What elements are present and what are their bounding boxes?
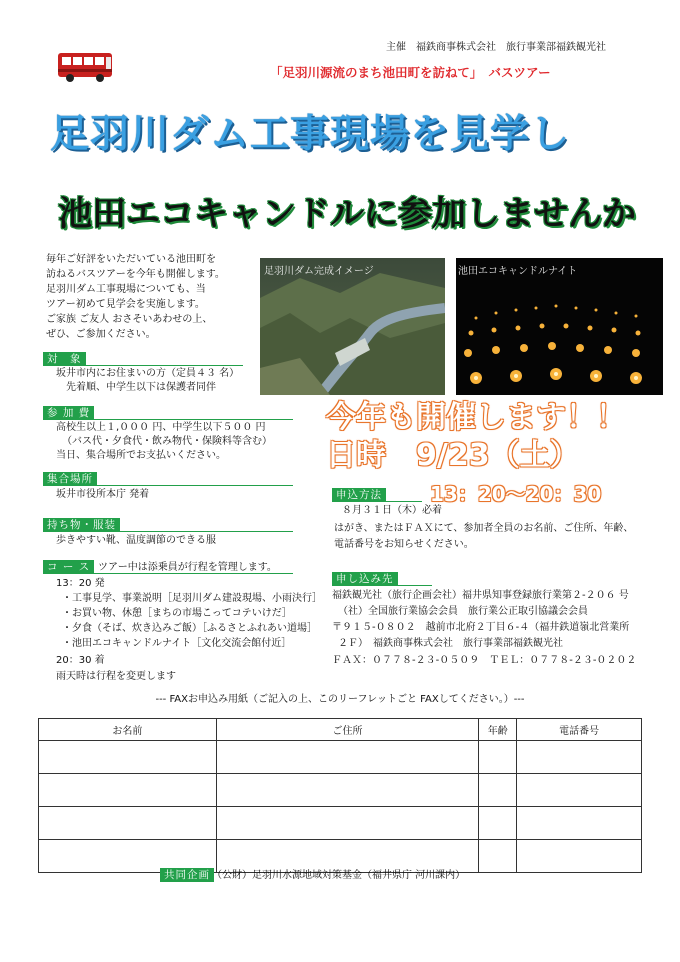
- fax-instruction: --- FAXお申込み用紙（ご記入の上、このリーフレットごと FAXしてください。）---: [155, 694, 525, 705]
- course-item: ・工事見学、事業説明［足羽川ダム建設現場、小雨決行］: [62, 593, 322, 604]
- highlight-date: 日時 9/23（土）: [326, 438, 580, 473]
- intro-line: ツアー初めて見学会を実施します。: [46, 299, 205, 310]
- candle-photo: [456, 258, 663, 395]
- column-header-age: 年齢: [479, 719, 517, 741]
- name-cell[interactable]: [39, 741, 217, 774]
- intro-line: ご家族 ご友人 おさそいあわせの上、: [46, 314, 213, 325]
- column-header-name: お名前: [39, 719, 217, 741]
- footer-label: 共同企画: [160, 868, 214, 882]
- course-item: ・池田エコキャンドルナイト［文化交流会館付近］: [62, 638, 292, 649]
- address-cell[interactable]: [216, 774, 479, 807]
- apply-method-underline: [332, 501, 422, 502]
- belongings-label: 持ち物・服装: [43, 518, 120, 532]
- name-cell[interactable]: [39, 807, 217, 840]
- apply-to-line: ２Ｆ） 福鉄商事株式会社 旅行事業部福鉄観光社: [338, 638, 563, 649]
- sponsor-line: 主催 福鉄商事株式会社 旅行事業部福鉄観光社: [386, 42, 606, 53]
- meeting-label: 集合場所: [43, 472, 97, 486]
- fee-line: （バス代・夕食代・飲み物代・保険料等含む）: [62, 436, 272, 447]
- apply-method-line: はがき、またはＦＡＸにて、参加者全員のお名前、ご住所、年齢、: [334, 523, 634, 534]
- belongings-underline: [43, 531, 293, 532]
- apply-method-label: 申込方法: [332, 488, 386, 502]
- table-row: [39, 807, 642, 840]
- course-start: 13：20 発: [56, 578, 105, 589]
- phone-cell[interactable]: [517, 741, 642, 774]
- apply-to-line: 〒９１５-０８０２ 越前市北府２丁目６-４（福井鉄道嶺北営業所: [332, 622, 630, 633]
- fax-form-header-row: [39, 719, 642, 741]
- meeting-line: 坂井市役所本庁 発着: [56, 489, 150, 500]
- age-cell[interactable]: [479, 741, 517, 774]
- footer-text: （公財）足羽川水源地域対策基金（福井県庁 河川課内）: [212, 870, 466, 881]
- fee-line: 高校生以上１,０００ 円、中学生以下５００ 円: [56, 422, 266, 433]
- bus-icon: [56, 50, 116, 84]
- target-line: 先着順、中学生以下は保護者同伴: [66, 382, 216, 393]
- dam-photo: [260, 258, 445, 395]
- course-note: ツアー中は添乗員が行程を管理します。: [98, 562, 277, 573]
- address-cell[interactable]: [216, 741, 479, 774]
- apply-method-line: 電話番号をお知らせください。: [334, 539, 474, 550]
- fax-form-table: [38, 718, 642, 873]
- apply-to-label: 申し込み先: [332, 572, 398, 586]
- apply-to-line: ＦＡＸ：０７７８-２３-０５０９ ＴＥＬ：０７７８-２３-０２０２: [332, 655, 637, 666]
- phone-cell[interactable]: [517, 774, 642, 807]
- belongings-line: 歩きやすい靴、温度調節のできる服: [56, 535, 216, 546]
- target-label: 対 象: [43, 352, 86, 366]
- course-item: ・夕食（そば、炊き込みご飯）［ふるさとふれあい道場］: [62, 623, 317, 634]
- table-row: [39, 774, 642, 807]
- address-cell[interactable]: [216, 807, 479, 840]
- intro-line: 訪ねるバスツアーを今年も開催します。: [46, 269, 225, 280]
- course-item: ・お買い物、休憩［まちの市場こってコテいけだ］: [62, 608, 292, 619]
- fee-label: 参 加 費: [43, 406, 94, 420]
- phone-cell[interactable]: [517, 807, 642, 840]
- highlight-announce: 今年も開催します！！: [326, 400, 626, 435]
- age-cell[interactable]: [479, 807, 517, 840]
- meeting-underline: [43, 485, 293, 486]
- tour-tagline: 「足羽川源流のまち池田町を訪ねて」 バスツアー: [270, 65, 551, 80]
- candle-photo-caption: 池田エコキャンドルナイト: [458, 266, 578, 277]
- dam-photo-caption: 足羽川ダム完成イメージ: [264, 266, 374, 277]
- phone-cell[interactable]: [517, 840, 642, 873]
- course-label: コ ー ス: [43, 560, 94, 574]
- apply-to-line: 福鉄観光社（旅行企画会社）福井県知事登録旅行業第２-２０６ 号: [332, 590, 629, 601]
- course-rain: 雨天時は行程を変更します: [56, 671, 176, 682]
- age-cell[interactable]: [479, 774, 517, 807]
- target-line: 坂井市内にお住まいの方（定員４３ 名）: [56, 368, 240, 379]
- column-header-address: ご住所: [216, 719, 479, 741]
- main-title-line2: 池田エコキャンドルに参加しませんか: [58, 194, 636, 234]
- intro-line: 足羽川ダム工事現場についても、当: [46, 284, 206, 295]
- name-cell[interactable]: [39, 774, 217, 807]
- main-title-line1: 足羽川ダム工事現場を見学し: [50, 112, 571, 157]
- apply-to-line: （社）全国旅行業協会会員 旅行業公正取引協議会会員: [338, 606, 588, 617]
- column-header-phone: 電話番号: [517, 719, 642, 741]
- table-row: [39, 741, 642, 774]
- fee-line: 当日、集合場所でお支払いください。: [56, 450, 226, 461]
- course-end: 20：30 着: [56, 655, 105, 666]
- age-cell[interactable]: [479, 840, 517, 873]
- apply-to-underline: [332, 585, 432, 586]
- highlight-time: 13：20～20：30: [430, 482, 602, 506]
- apply-method-line: ８月３１日（木）必着: [342, 505, 442, 516]
- intro-text: [46, 252, 225, 342]
- intro-line: ぜひ、ご参加ください。: [46, 329, 156, 340]
- intro-line: 毎年ご好評をいただいている池田町を: [46, 254, 216, 265]
